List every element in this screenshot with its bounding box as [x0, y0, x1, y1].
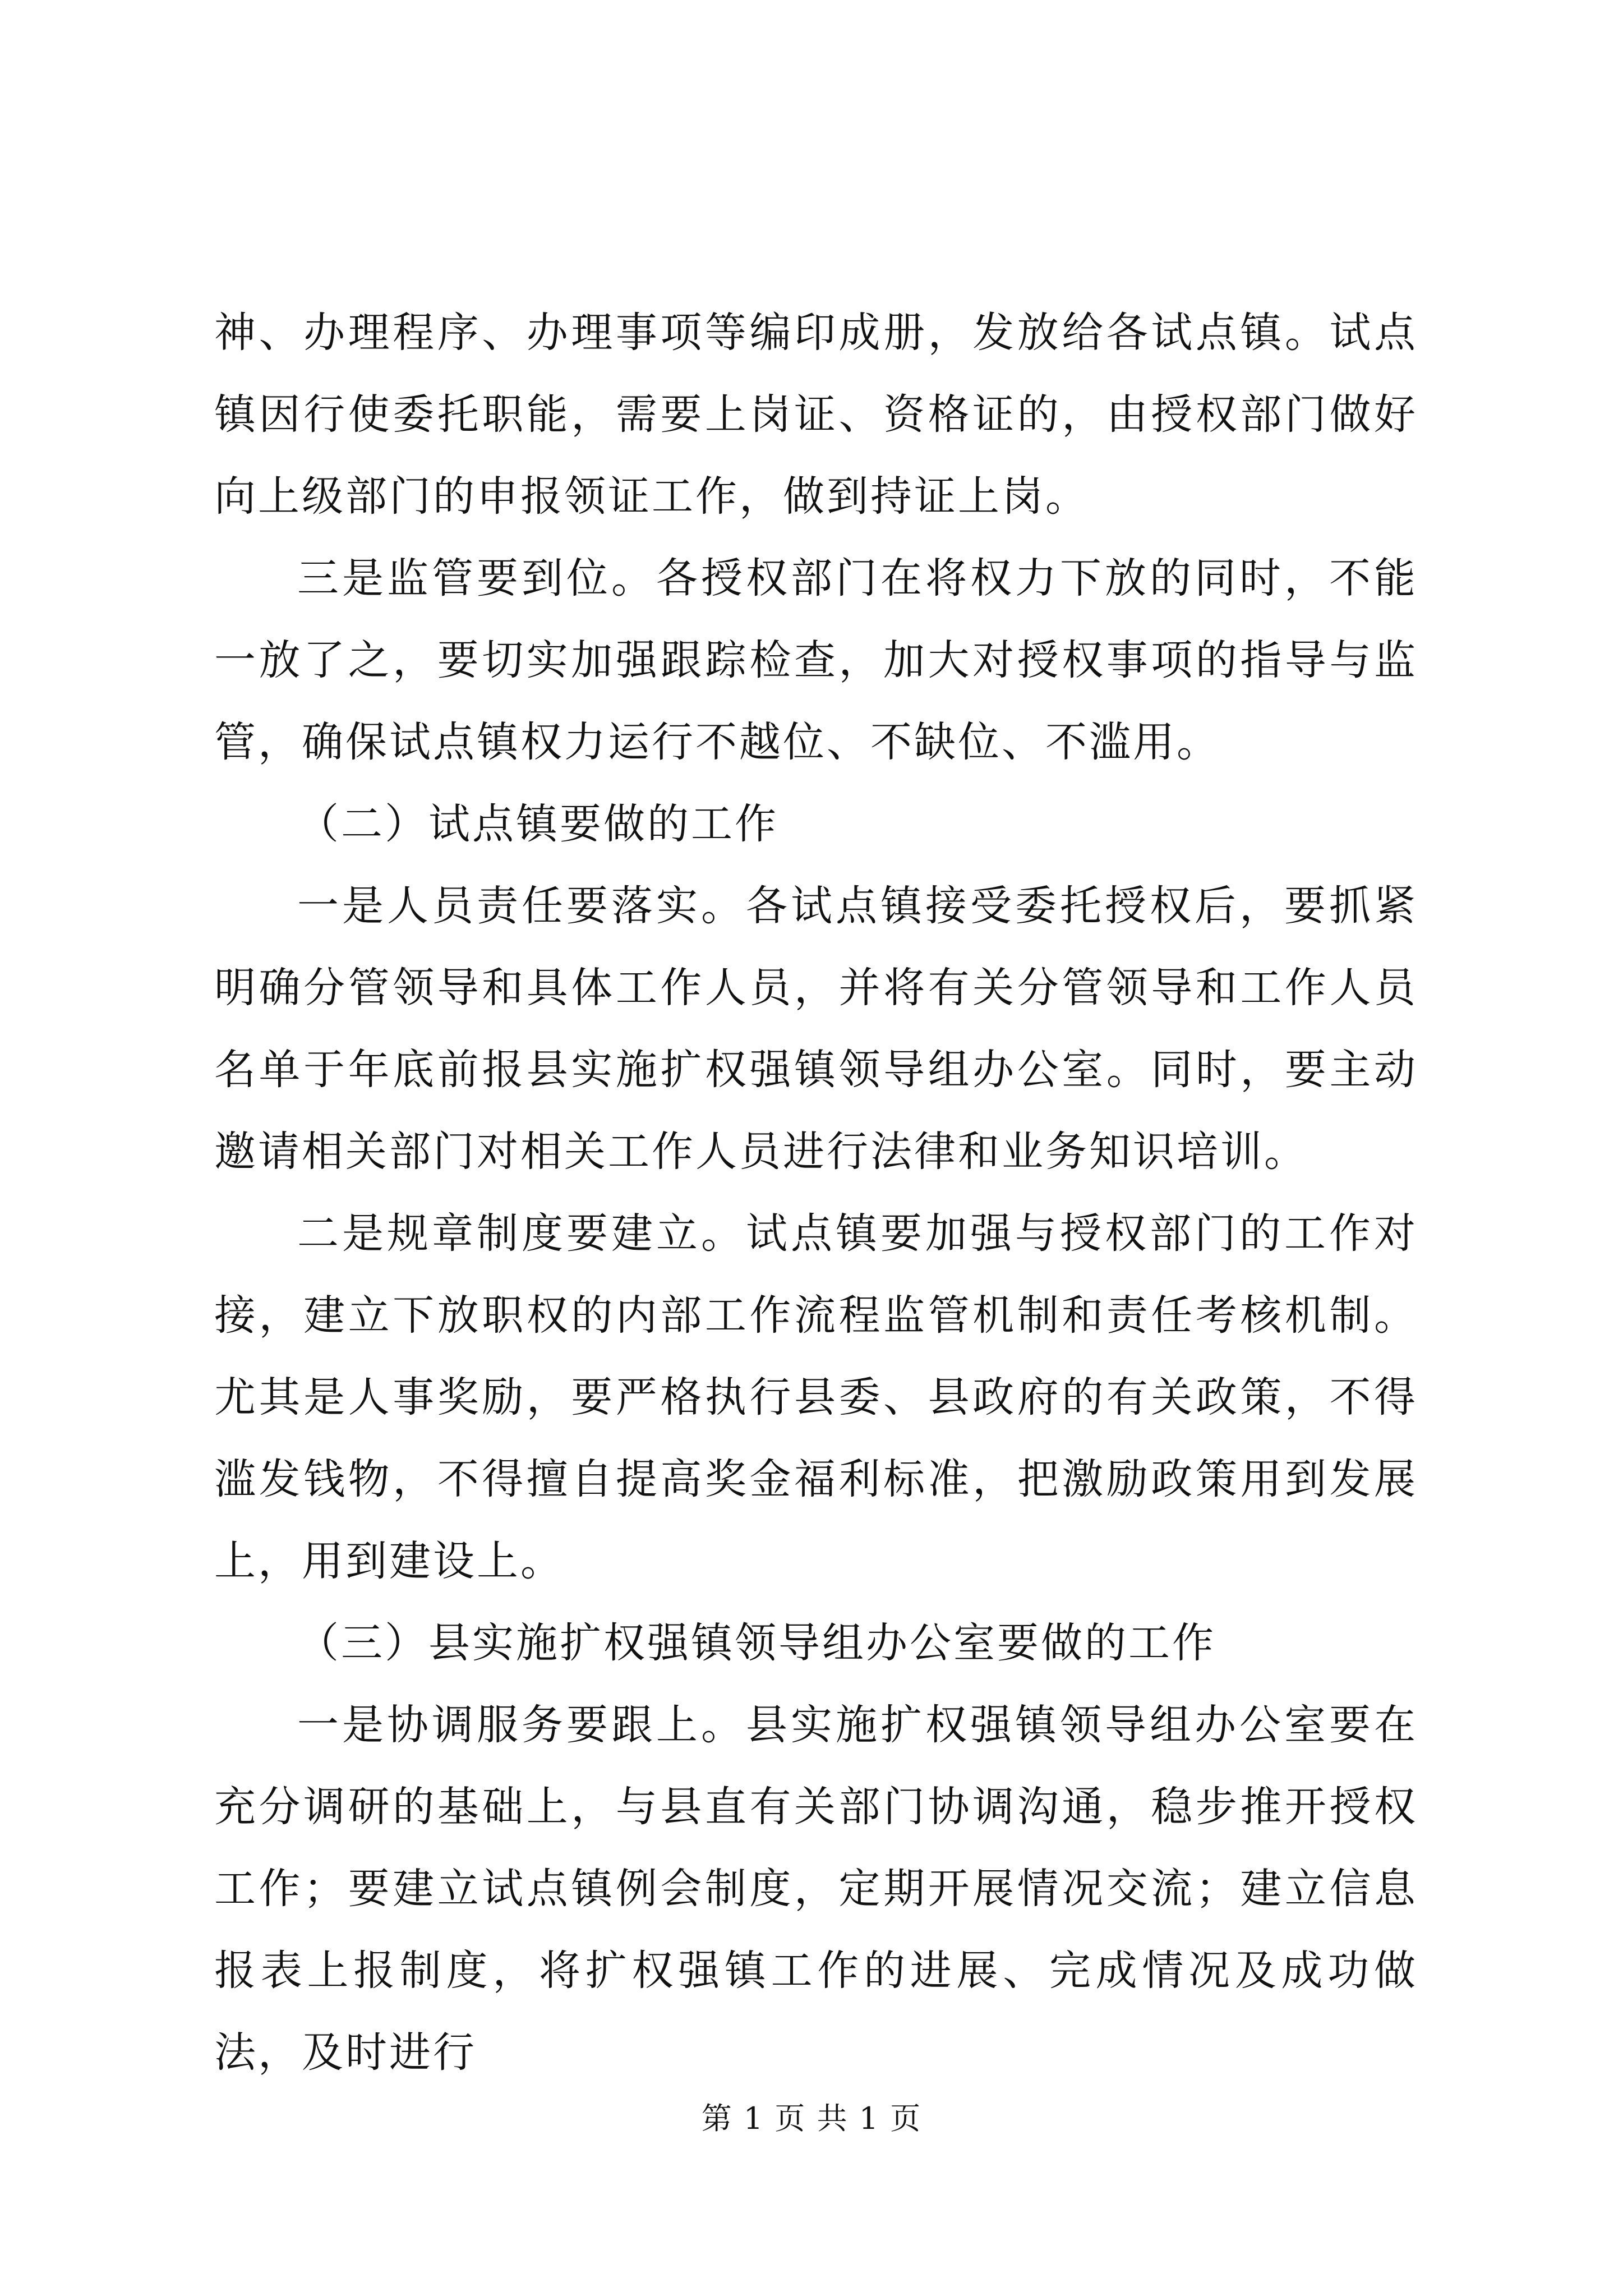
section-heading-3: （三）县实施扩权强镇领导组办公室要做的工作: [297, 1619, 1216, 1667]
page-footer: 第 1 页 共 1 页: [701, 2101, 922, 2136]
paragraph-staff-responsibility: 一是人员责任要落实。各试点镇接受委托授权后，要抓紧明确分管领导和具体工作人员，并将有关分管领导和工作人员名单于年底前报县实施扩权强镇领导组办公室。同时，要主动邀请相关部门对相关工作人员进行法律和业务知识培训。: [214, 882, 1418, 1176]
paragraph-rules-system: 二是规章制度要建立。试点镇要加强与授权部门的工作对接，建立下放职权的内部工作流程监管机制和责任考核机制。尤其是人事奖励，要严格执行县委、县政府的有关政策，不得滥发钱物，不得擅自提高奖金福利标准，把激励政策用到发展上，用到建设上。: [214, 1209, 1418, 1585]
document-body: [214, 292, 1418, 2093]
paragraph-continuation: 神、办理程序、办理事项等编印成册，发放给各试点镇。试点镇因行使委托职能，需要上岗证、资格证的，由授权部门做好向上级部门的申报领证工作，做到持证上岗。: [214, 309, 1418, 521]
section-heading-2: （二）试点镇要做的工作: [297, 800, 778, 848]
paragraph-coordination-service: 一是协调服务要跟上。县实施扩权强镇领导组办公室要在充分调研的基础上，与县直有关部门协调沟通，稳步推开授权工作；要建立试点镇例会制度，定期开展情况交流；建立信息报表上报制度，将扩权强镇工作的进展、完成情况及成功做法，及时进行: [214, 1701, 1418, 2077]
paragraph-supervision: 三是监管要到位。各授权部门在将权力下放的同时，不能一放了之，要切实加强跟踪检查，加大对授权事项的指导与监管，确保试点镇权力运行不越位、不缺位、不滥用。: [214, 554, 1418, 766]
